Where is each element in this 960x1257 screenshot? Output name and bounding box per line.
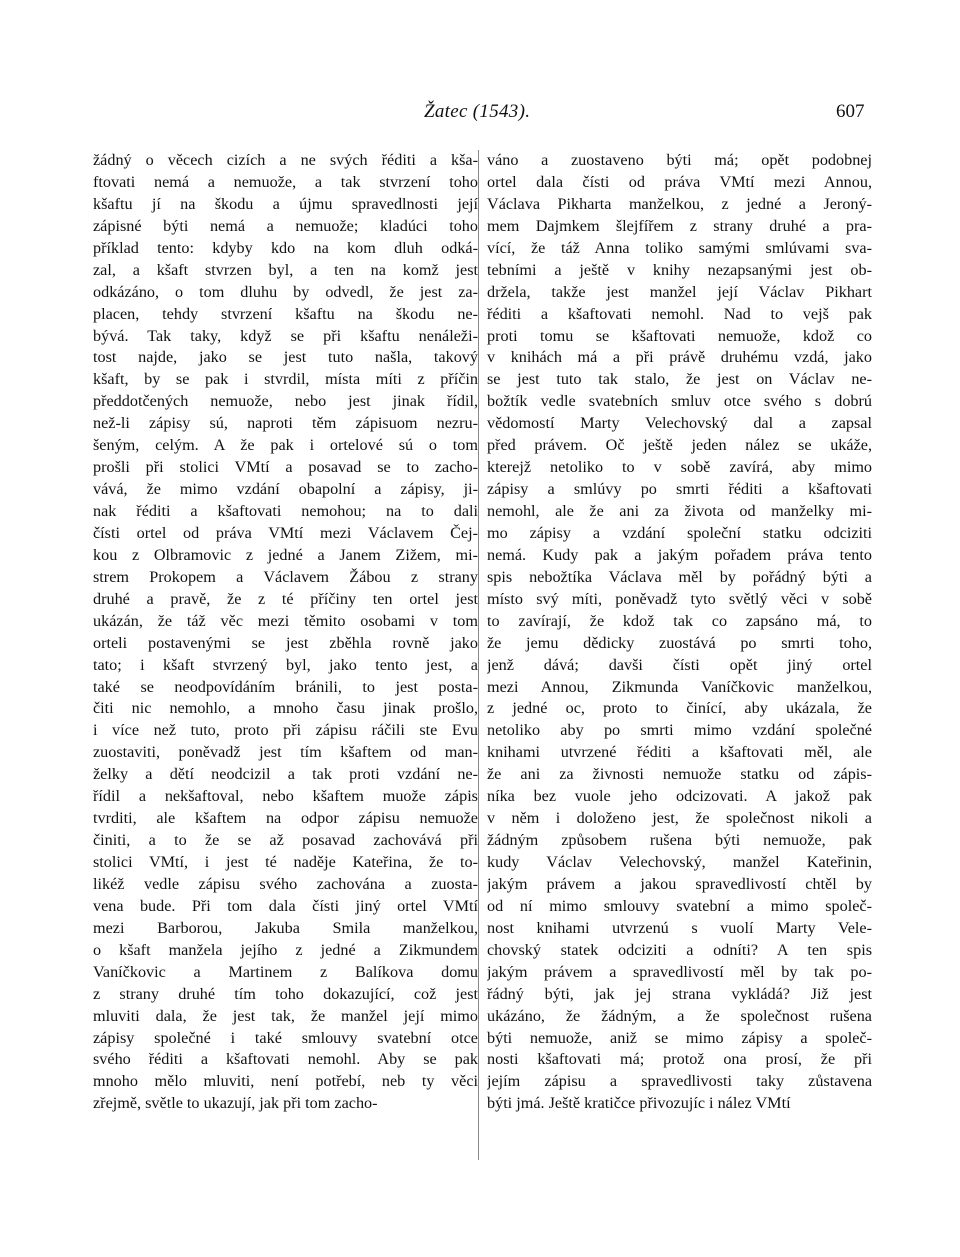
text-line: v knihách má a při právě druhému vzdá, jako (487, 348, 872, 367)
text-line: nak řéditi a kšaftovati nemohou; na to dali (93, 502, 478, 520)
left-text-column (93, 150, 478, 1115)
page-number: 607 (836, 101, 865, 122)
text-line: mo zápisy a vzdání společní statku odciziti (487, 523, 872, 542)
text-line: jakým právem a jakou spravedlivostí chtěl by (487, 874, 872, 893)
text-line: to zavírají, že kdož tak co zapsáno má, to (487, 611, 872, 630)
text-line: druhé a pravě, že z té příčiny ten ortel jest (93, 589, 478, 608)
text-line: nemá. Kudy pak a jakým pořadem práva tento (487, 545, 872, 564)
text-line: jakým právem a spravedlivostí měl by tak po- (487, 962, 872, 981)
text-line: bývá. Tak taky, když se při kšaftu nenáleži- (93, 326, 478, 345)
text-line: zuostaviti, poněvadž jest tím kšaftem od man- (93, 743, 478, 762)
text-line: zápisné býti nemá a nemuože; kladúci toho (93, 216, 478, 235)
text-line: žádný o věcech cizích a ne svých řéditi a kša- (93, 151, 478, 169)
text-line: proti tomu se kšaftovati nemuože, kdož co (487, 326, 872, 345)
text-line: předdotčených nemuože, nebo jest jinak řídil, (93, 392, 478, 411)
text-line: i více než tuto, proto při zápisu ráčili ste Evu (93, 721, 478, 740)
text-line: řádný býti, jak jej strana vykládá? Již jest (487, 984, 872, 1003)
running-title: Žatec (1543). (424, 101, 531, 122)
text-line: ortel dala čísti od práva VMtí mezi Annou, (487, 172, 872, 191)
text-line: řídil a nekšaftoval, nebo kšaftem muože zápis (93, 787, 478, 806)
text-line: Václava Pikharta manželkou, z jedné a Jeroný- (487, 194, 872, 213)
text-line: spis nebožtíka Václava měl by pořádný býti a (487, 567, 872, 586)
text-line: mezi Annou, Zikmunda Vaníčkovic manželkou, (487, 677, 872, 696)
text-line: zřejmě, světle to ukazují, jak při tom zacho- (93, 1094, 378, 1113)
text-line: nosti kšaftovati má; protož ona prosí, že při (487, 1050, 872, 1069)
right-text-column (487, 150, 872, 1115)
text-line: kudy Václav Velechovský, manžel Kateřinin, (487, 853, 872, 871)
text-line: ftovati nemá a nemuože, a tak stvrzení toho (93, 172, 478, 191)
text-line: býti jmá. Ještě kratičce přivozujíc i nález VMtí (487, 1094, 791, 1113)
text-line: Vaníčkovic a Martinem z Balíkova domu (93, 962, 478, 981)
text-line: knihami utvrzené řéditi a kšaftovati měl, ale (487, 743, 872, 762)
text-line: zal, a kšaft stvrzen byl, a ten na komž jest (93, 260, 478, 279)
text-line: níka bez vuole jeho odcizovati. A jakož pak (487, 787, 872, 806)
text-line: před právem. Oč ještě jeden nález se ukáže, (487, 436, 872, 455)
text-line: chovský statek odciziti a odníti? A ten spis (487, 940, 872, 959)
text-line: nost knihami utvrzenú s vuolí Marty Vele- (487, 918, 872, 937)
text-line: také se neodpovídáním bránili, to jest posta- (93, 677, 478, 696)
text-line: že jemu dědicky zuostává po smrti toho, (487, 633, 872, 652)
text-line: se jest tuto tak stalo, že jest on Václav ne- (487, 370, 872, 389)
text-line: jejím zápisu a spravedlivosti taky zůstavena (487, 1072, 872, 1091)
text-line: vena bude. Při tom dala čísti jiný ortel VMtí (93, 896, 478, 915)
text-line: žádným způsobem rušena býti nemuože, pak (487, 831, 872, 850)
text-line: v něm i doloženo jest, že společnost nikoli a (487, 809, 872, 828)
text-line: řéditi a kšaftovati nemohl. Nad to vejš pak (487, 304, 872, 323)
text-line: místo svý míti, poněvadž tyto světlý věci v sobě (487, 589, 872, 608)
text-line: kšaftu jí na škodu a újmu spravedlnosti její (93, 194, 478, 213)
text-line: nemohl, ale že ani za života od manželky mi- (487, 502, 872, 520)
text-line: o kšaft manžela jejího z jedné a Zikmundem (93, 940, 478, 959)
text-line: strem Prokopem a Václavem Žábou z strany (93, 567, 478, 586)
text-line: vává, že mimo vzdání obapolní a zápisy, ji- (93, 480, 478, 499)
text-line: tost najde, jako se jest tuto našla, takový (93, 348, 478, 367)
text-line: že ani za živnosti nemuože statku od zápis- (487, 765, 872, 784)
text-line: kšaft, by se pak i stvrdil, místa míti z příčin (93, 370, 478, 389)
text-line: mem Dajmkem šlejfířem z strany druhé a pra- (487, 216, 872, 235)
text-line: šeným, celým. A že pak i ortelové sú o tom (93, 436, 478, 455)
text-line: býti nemuože, aniž se mimo zápisy a společ- (487, 1028, 872, 1047)
text-line: zápisy společné i také smlouvy svatební otce (93, 1028, 478, 1047)
column-divider (478, 150, 479, 1160)
text-line: odkázáno, o tom dluhu by odvedl, že jest za- (93, 282, 478, 301)
text-line: mluviti dala, že jest tak, že manžel její mimo (93, 1006, 478, 1025)
text-line: čiti nic nemohlo, a mnoho času jinak prošlo, (93, 699, 478, 718)
text-line: mezi Barborou, Jakuba Smila manželkou, (93, 918, 478, 937)
text-line: ukázáno, že žádným, a že společnost rušena (487, 1006, 872, 1025)
text-line: zápisy a smlúvy po smrti řéditi a kšaftovati (487, 480, 872, 499)
text-line: váno a zuostaveno býti má; opět podobnej (487, 151, 872, 169)
text-line: vící, že táž Anna toliko samými smlúvami sva- (487, 238, 872, 257)
text-line: z jedné oc, proto to činící, aby ukázala, že (487, 699, 872, 718)
text-line: božtík vedle svatebních smluv otce svého s dobrú (487, 392, 872, 411)
text-line: tato; i kšaft stvrzený byl, jako tento jest, a (93, 655, 478, 674)
text-line: z strany druhé tím toho dokazující, což jest (93, 984, 478, 1003)
text-line: držela, takže jest manžel její Václav Pikhart (487, 282, 872, 301)
text-line: příklad tento: kdyby kdo na kom dluh odká- (93, 238, 478, 257)
text-line: mnoho mělo mluviti, není potřebí, neb ty věci (93, 1072, 478, 1091)
text-line: stolici VMtí, i jest té naděje Kateřina, že to- (93, 853, 478, 871)
text-line: tebními a ještě v knihy nezapsanými jest ob- (487, 260, 872, 279)
text-line: kterejž netoliko to v sobě zavírá, aby mimo (487, 458, 872, 477)
text-line: vědomostí Marty Velechovský dal a zapsal (487, 414, 872, 433)
text-line: od ní mimo smlouvy svatební a mimo společ- (487, 896, 872, 915)
text-line: svého řéditi a kšaftovati nemohl. Aby se pak (93, 1050, 478, 1069)
text-line: než-li zápisy sú, naproti těm zápisuom nezru- (93, 414, 478, 433)
text-line: ukázán, že táž věc mezi těmito osobami v tom (93, 611, 478, 630)
text-line: tvrditi, ale kšaftem na odpor zápisu nemuože (93, 809, 478, 828)
text-line: placen, tehdy stvrzení kšaftu na škodu ne- (93, 304, 478, 323)
text-line: želky a dětí neodcizil a tak proti vzdání ne- (93, 765, 478, 784)
text-line: jenž dává; davši čísti opět jiný ortel (487, 655, 872, 674)
text-line: netoliko aby po smrti mimo vzdání společné (487, 721, 872, 740)
text-line: čísti ortel od práva VMtí mezi Václavem Čej- (93, 523, 478, 542)
text-line: kou z Olbramovic z jedné a Janem Zižem, mi- (93, 545, 478, 564)
text-line: likéž vedle zápisu svého zachována a zuosta- (93, 874, 478, 893)
text-line: prošli při stolici VMtí a posavad se to zacho- (93, 458, 478, 477)
running-head (0, 101, 960, 131)
text-line: činiti, a to že se až posavad zachovává při (93, 831, 478, 850)
text-line: orteli postavenými se jest zběhla rovně jako (93, 633, 478, 652)
